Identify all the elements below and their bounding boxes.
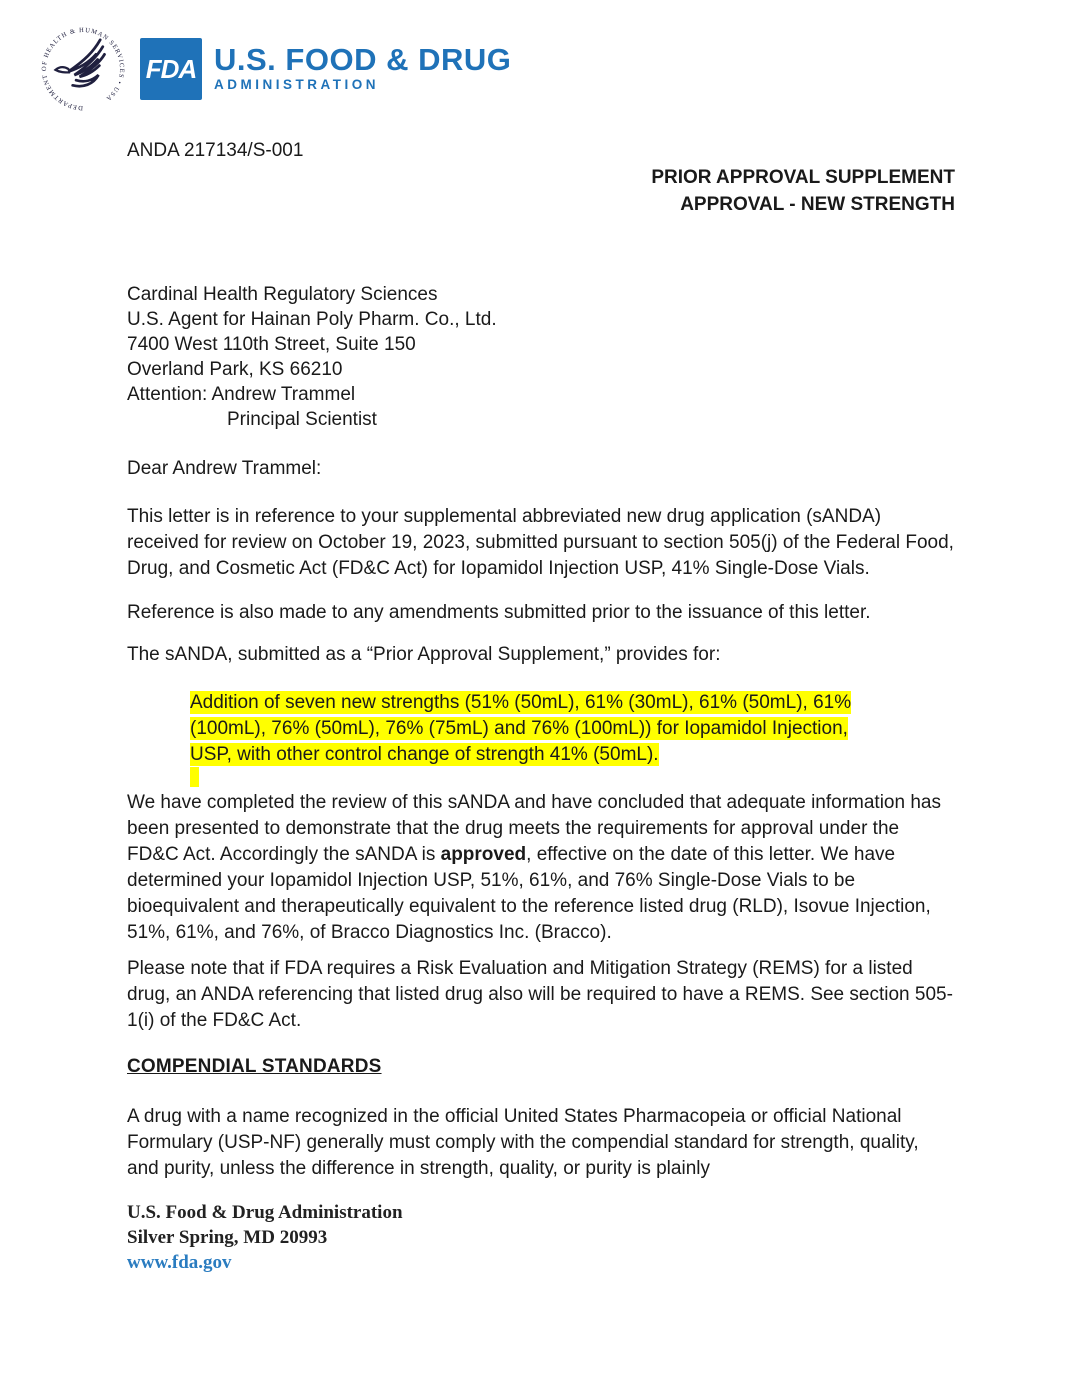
- fda-logo: [140, 38, 511, 100]
- approved-bold-word: approved: [440, 844, 527, 865]
- footer-org: U.S. Food & Drug Administration: [127, 1202, 403, 1223]
- provides-for-paragraph: The sANDA, submitted as a “Prior Approval Supplement,” provides for:: [127, 644, 721, 665]
- supplement-heading: [127, 164, 955, 218]
- highlight-fragment: [190, 767, 199, 787]
- application-number: ANDA 217134/S-001: [127, 140, 304, 161]
- supplement-heading-line2: APPROVAL - NEW STRENGTH: [680, 194, 955, 215]
- recipient-company: Cardinal Health Regulatory Sciences: [127, 284, 438, 305]
- approval-text-before: We have completed the review of this sANDA and have concluded that adequate information has been presented to demonstrate that the drug meets the requirements for approval under the FD&C Act. Accordingly the sANDA is: [127, 792, 941, 865]
- fda-wordmark: [214, 44, 511, 94]
- fda-wordmark-line1: U.S. FOOD & DRUG: [214, 42, 512, 77]
- recipient-agent-line: U.S. Agent for Hainan Poly Pharm. Co., Ltd.: [127, 309, 497, 330]
- hhs-seal-icon: [40, 26, 126, 112]
- recipient-attention-title: Principal Scientist: [227, 409, 377, 430]
- compendial-standards-heading: COMPENDIAL STANDARDS: [127, 1056, 382, 1077]
- hhs-seal-text: DEPARTMENT OF HEALTH & HUMAN SERVICES • USA: [40, 26, 126, 112]
- hhs-eagle-icon: [55, 40, 104, 86]
- compendial-paragraph: A drug with a name recognized in the official United States Pharmacopeia or official National Formulary (USP-NF) generally must comply with the compendial standard for strength, quality, and purity, unless the difference in strength, quality, or purity is plainly: [127, 1106, 919, 1179]
- recipient-address-block: [127, 282, 955, 432]
- supplement-heading-line1: PRIOR APPROVAL SUPPLEMENT: [651, 167, 955, 188]
- fda-wordmark-line2: ADMINISTRATION: [214, 77, 379, 92]
- highlighted-supplement-description: [190, 690, 890, 768]
- salutation: Dear Andrew Trammel:: [127, 458, 322, 479]
- recipient-city-state-zip: Overland Park, KS 66210: [127, 359, 343, 380]
- highlighted-text: Addition of seven new strengths (51% (50mL), 61% (30mL), 61% (50mL), 61% (100mL), 76% (50mL), 76% (75mL) and 76% (100mL)) for Iopamidol Injection, USP, with other control change of strength 41% (50mL).: [190, 692, 852, 765]
- footer-website-link[interactable]: www.fda.gov: [127, 1252, 232, 1273]
- recipient-attention: Attention: Andrew Trammel: [127, 384, 356, 405]
- reference-paragraph: This letter is in reference to your supplemental abbreviated new drug application (sANDA) received for review on October 19, 2023, submitted pursuant to section 505(j) of the Federal Food, Drug, and Cosmetic Act (FD&C Act) for Iopamidol Injection USP, 41% Single-Dose Vials.: [127, 506, 954, 579]
- footer-address: Silver Spring, MD 20993: [127, 1227, 328, 1248]
- approval-text-after: , effective on the date of this letter. We have determined your Iopamidol Injection USP, 51%, 61%, and 76% Single-Dose Vials to be bioequivalent and therapeutically equivalent to the reference listed drug (RLD), Isovue Injection, 51%, 61%, and 76%, of Bracco Diagnostics Inc. (Bracco).: [127, 844, 931, 943]
- approval-paragraph: [127, 790, 955, 946]
- amendments-paragraph: Reference is also made to any amendments submitted prior to the issuance of this letter.: [127, 602, 871, 623]
- recipient-street: 7400 West 110th Street, Suite 150: [127, 334, 416, 355]
- letter-footer: [127, 1200, 955, 1275]
- rems-paragraph: Please note that if FDA requires a Risk Evaluation and Mitigation Strategy (REMS) for a listed drug, an ANDA referencing that listed drug also will be required to have a REMS. See section 505-1(i) of the FD&C Act.: [127, 958, 953, 1031]
- fda-square-icon: FDA: [140, 38, 202, 100]
- letterhead: [40, 28, 955, 110]
